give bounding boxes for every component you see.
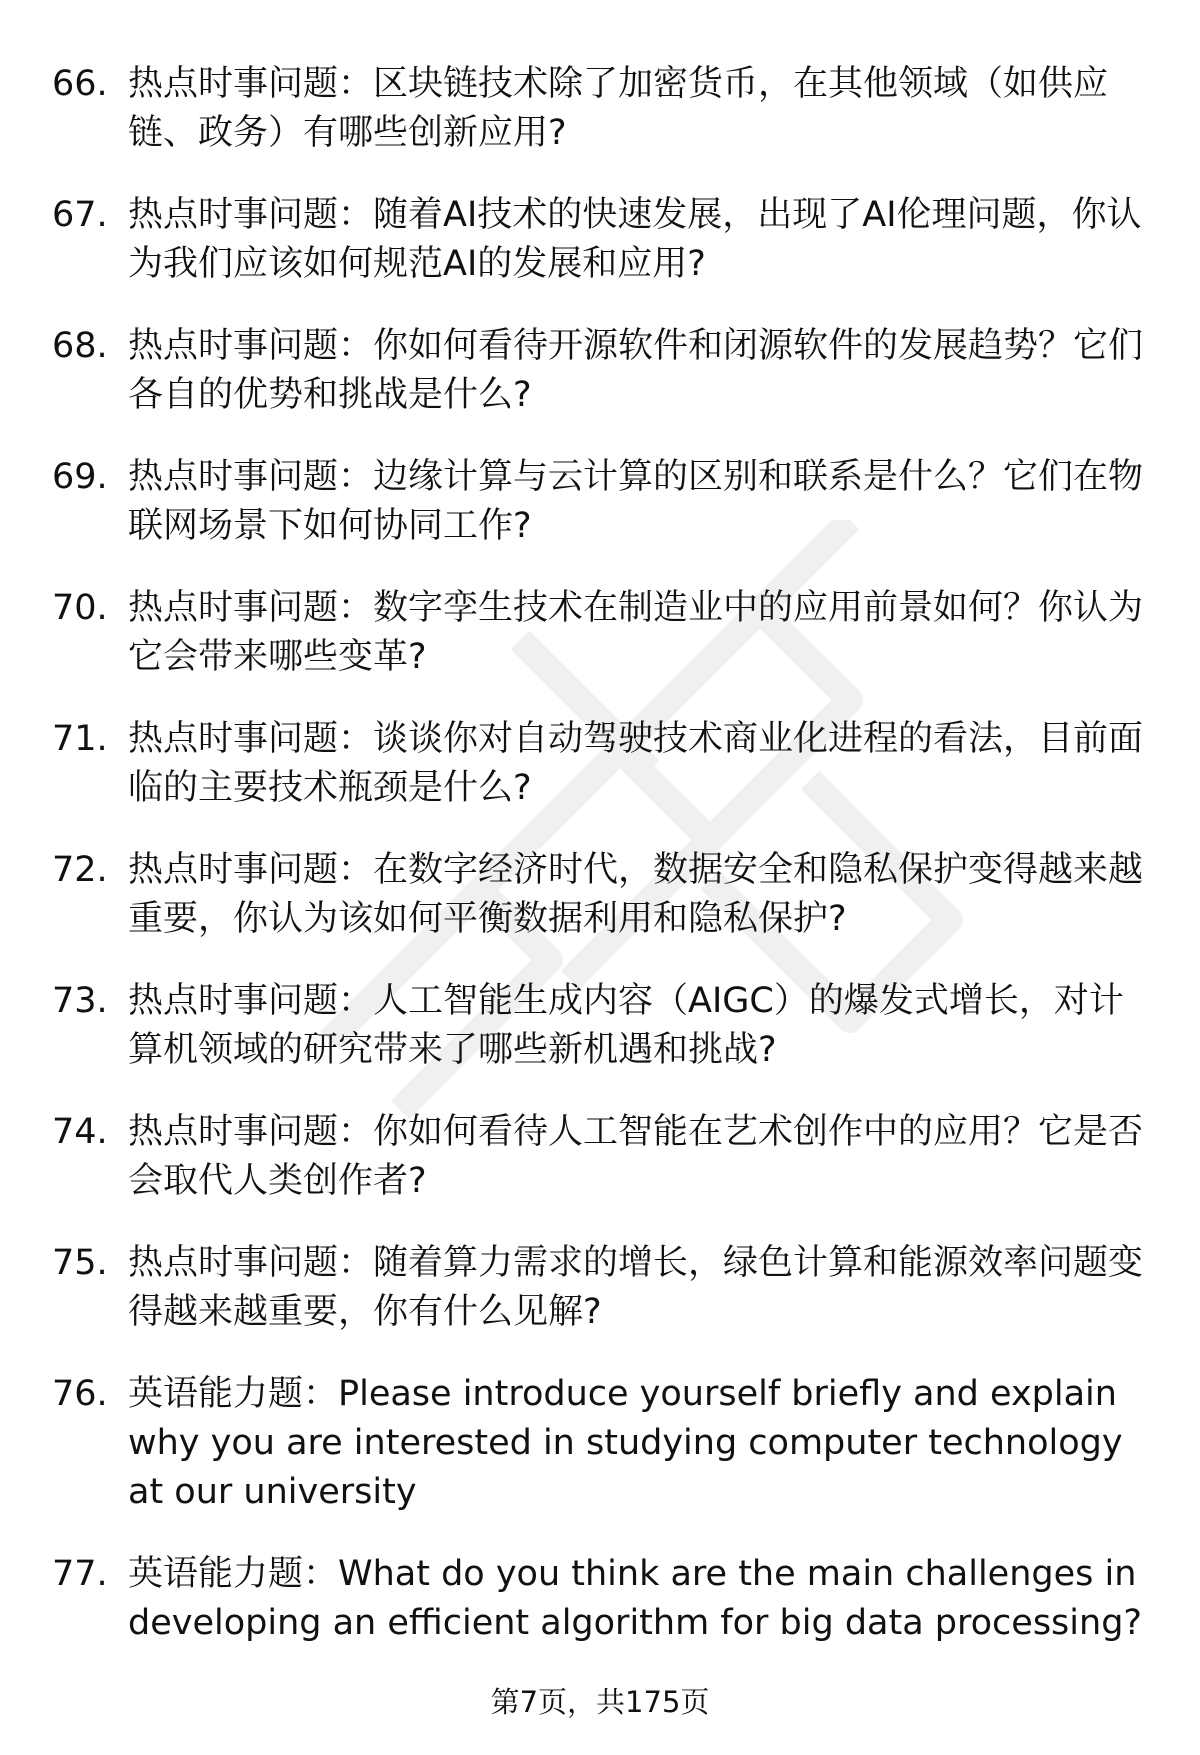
question-number: 68. [52, 326, 108, 366]
question-number: 70. [52, 588, 108, 628]
question-text: 热点时事问题：随着AI技术的快速发展，出现了AI伦理问题，你认为我们应该如何规范AI的发展和应用? [128, 195, 1142, 284]
question-number: 77. [52, 1554, 108, 1594]
question-number: 71. [52, 719, 108, 759]
question-number: 73. [52, 981, 108, 1021]
question-text: 热点时事问题：在数字经济时代，数据安全和隐私保护变得越来越重要，你认为该如何平衡数据利用和隐私保护? [128, 850, 1144, 939]
question-text: 英语能力题：What do you think are the main challenges in developing an efficient algorithm for big data processing? [128, 1554, 1142, 1643]
list-item [52, 191, 1152, 289]
list-item [52, 1550, 1152, 1648]
question-text: 热点时事问题：你如何看待开源软件和闭源软件的发展趋势？它们各自的优势和挑战是什么? [128, 326, 1144, 415]
question-text: 热点时事问题：人工智能生成内容（AIGC）的爆发式增长，对计算机领域的研究带来了哪些新机遇和挑战? [128, 981, 1124, 1070]
list-item [52, 846, 1152, 944]
question-number: 74. [52, 1112, 108, 1152]
list-item [52, 1239, 1152, 1337]
list-item [52, 977, 1152, 1075]
list-item [52, 322, 1152, 420]
question-number: 76. [52, 1374, 108, 1414]
list-item [52, 60, 1152, 158]
question-text: 热点时事问题：区块链技术除了加密货币，在其他领域（如供应链、政务）有哪些创新应用? [128, 64, 1109, 153]
question-number: 66. [52, 64, 108, 104]
question-number: 69. [52, 457, 108, 497]
list-item [52, 584, 1152, 682]
list-item [52, 715, 1152, 813]
question-text: 英语能力题：Please introduce yourself briefly and explain why you are interested in studying computer technology at our university [128, 1374, 1123, 1512]
question-list [52, 60, 1152, 1681]
list-item [52, 1370, 1152, 1517]
question-number: 72. [52, 850, 108, 890]
question-text: 热点时事问题：你如何看待人工智能在艺术创作中的应用？它是否会取代人类创作者? [128, 1112, 1144, 1201]
question-text: 热点时事问题：随着算力需求的增长，绿色计算和能源效率问题变得越来越重要，你有什么见解? [128, 1243, 1144, 1332]
page-footer: 第7页，共175页 [490, 1685, 710, 1719]
question-number: 75. [52, 1243, 108, 1283]
question-text: 热点时事问题：谈谈你对自动驾驶技术商业化进程的看法，目前面临的主要技术瓶颈是什么? [128, 719, 1144, 808]
question-text: 热点时事问题：数字孪生技术在制造业中的应用前景如何？你认为它会带来哪些变革? [128, 588, 1144, 677]
question-number: 67. [52, 195, 108, 235]
list-item [52, 453, 1152, 551]
question-text: 热点时事问题：边缘计算与云计算的区别和联系是什么？它们在物联网场景下如何协同工作? [128, 457, 1144, 546]
list-item [52, 1108, 1152, 1206]
